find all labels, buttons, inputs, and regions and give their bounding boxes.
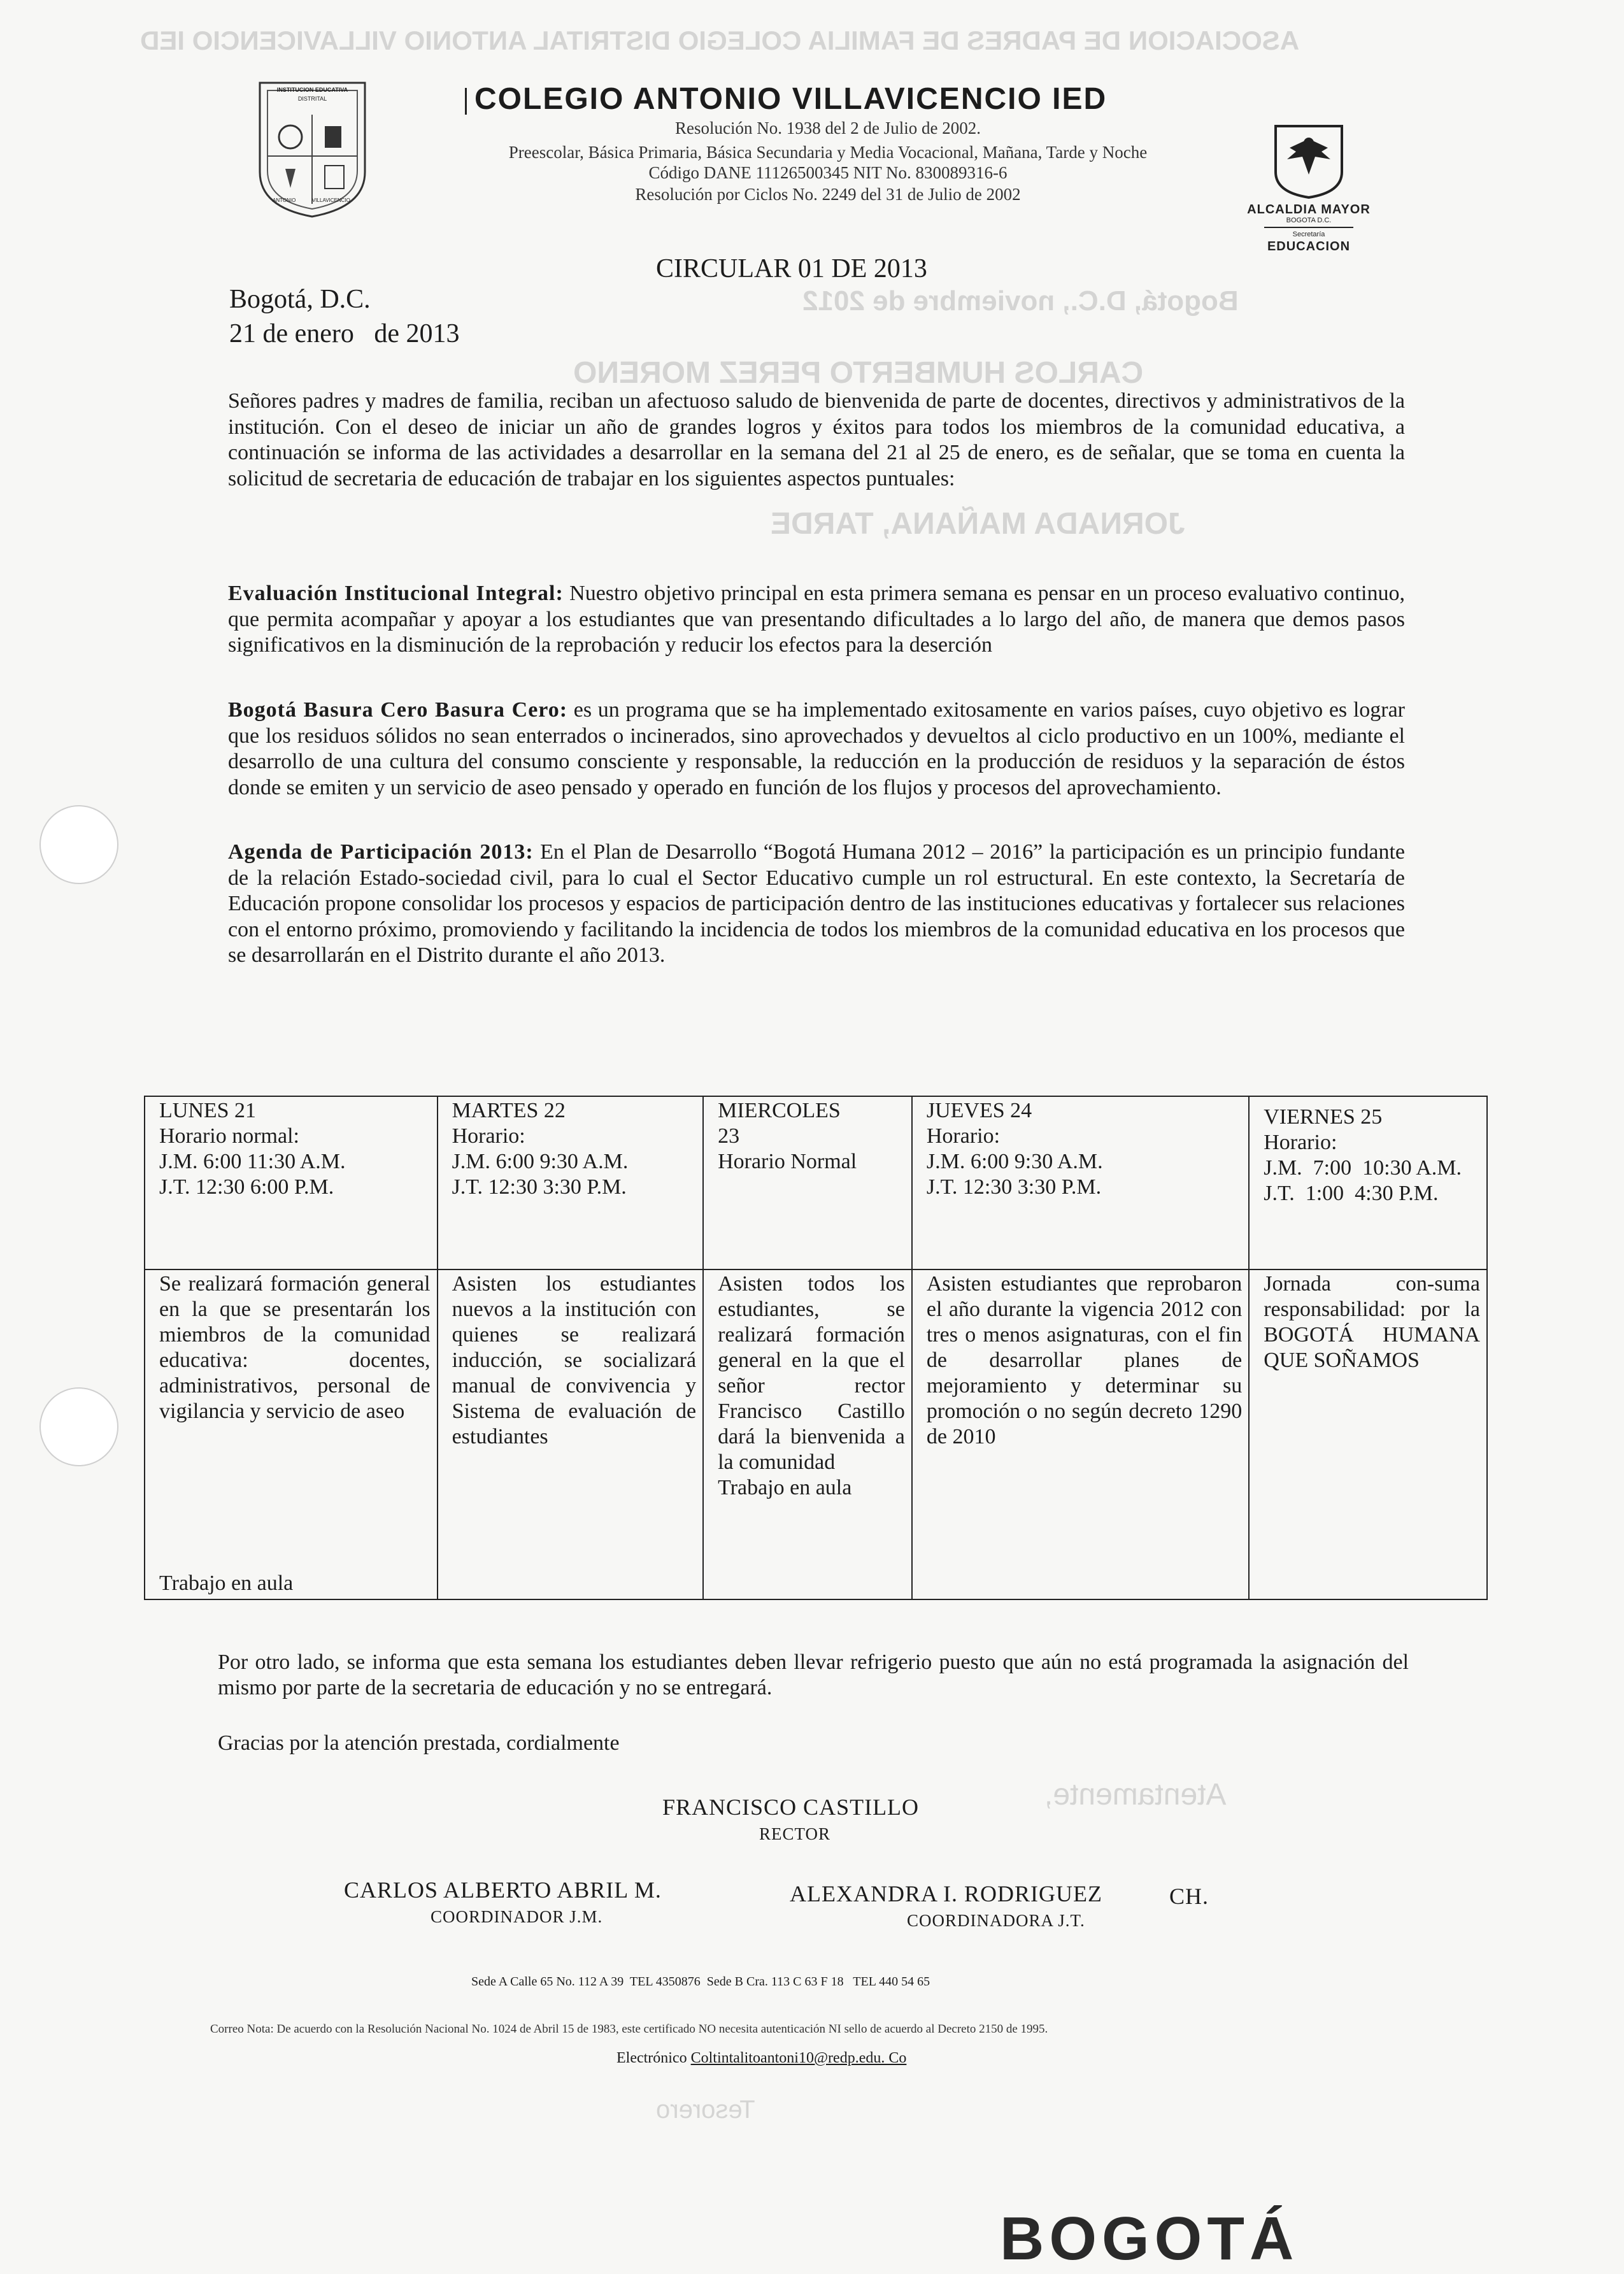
activity-viernes — [1249, 1269, 1487, 1599]
alcaldia-mayor-label: ALCALDIA MAYOR — [1247, 203, 1371, 217]
schedule-jt: J.T. 1:00 4:30 P.M. — [1264, 1182, 1439, 1205]
section-agenda-title: Agenda de Participación 2013: — [228, 840, 534, 864]
schedule-jm: J.M. 7:00 10:30 A.M. — [1264, 1156, 1462, 1180]
activity-text: Se realizará formación general en la que se presentarán los miembros de la comunidad educativa: docentes, administrativos, personal de vigilancia y servicio de aseo — [159, 1272, 431, 1423]
rector-role: RECTOR — [759, 1824, 831, 1843]
circular-title: CIRCULAR 01 DE 2013 — [656, 254, 927, 283]
section-basura-cero-title: Bogotá Basura Cero Basura Cero: — [228, 698, 568, 722]
email-label: Electrónico — [616, 2050, 687, 2066]
activity-text: Jornada con-suma responsabilidad: por la BOGOTÁ HUMANA QUE SOÑAMOS — [1264, 1272, 1480, 1372]
section-evaluacion — [228, 581, 1405, 659]
rector-name: FRANCISCO CASTILLO — [662, 1794, 920, 1820]
activity-extra: Trabajo en aula — [159, 1571, 294, 1595]
crest-text-top: INSTITUCION EDUCATIVA — [276, 87, 348, 93]
schedule-activity-row — [145, 1269, 1487, 1599]
day-number: 23 — [718, 1124, 740, 1148]
crest-text-bottom-right: VILLAVICENCIO — [312, 197, 350, 203]
activity-text: Asisten estudiantes que reprobaron el año durante la vigencia 2012 con tres o menos asignaturas, con el fin de desarrollar planes de mejoramiento y determinar su promoción o no según decreto 1290 de 2010 — [926, 1272, 1243, 1448]
section-evaluacion-text: Nuestro objetivo principal en esta primera semana es pensar en un proceso evaluativo continuo, que permita acompañar y apoyar a los estudiantes que van presentando dificultades a lo largo del año, de manera que demos pasos significativos en la disminución de la reprobación y reducir los efectos para la deserción — [228, 582, 1405, 657]
activity-text: Asisten los estudiantes nuevos a la institución con quienes se realizará inducción, se socializará manual de convivencia y Sistema de evaluación de estudiantes — [452, 1272, 697, 1448]
bleed-through-date: Bogotá, D.C., noviembre de 2012 — [802, 285, 1239, 317]
coordinator-jt-suffix: CH. — [1169, 1884, 1209, 1909]
sede-address: Sede A Calle 65 No. 112 A 39 TEL 4350876 Sede B Cra. 113 C 63 F 18 TEL 440 54 65 — [471, 1975, 930, 1989]
bleed-through-tesorero: Tesorero — [656, 2096, 755, 2124]
day-label: VIERNES 25 — [1264, 1105, 1383, 1129]
bleed-through-jornada: JORNADA MAÑANA, TARDE — [771, 507, 1185, 541]
secretaria-label: Secretaría — [1292, 231, 1325, 238]
educacion-label: EDUCACION — [1267, 240, 1351, 254]
day-label: MARTES 22 — [452, 1099, 566, 1122]
bogota-coat-of-arms-icon — [1271, 121, 1347, 201]
schedule-label: Horario: — [1264, 1131, 1337, 1154]
crest-text-sub: DISTRITAL — [297, 96, 327, 102]
schedule-jm: J.M. 6:00 9:30 A.M. — [926, 1150, 1103, 1173]
schedule-header-miercoles — [703, 1096, 912, 1269]
section-basura-cero-text: es un programa que se ha implementado exitosamente en varios países, cuyo objetivo es lograr que los residuos sólidos no sean enterrados o incinerados, sino aprovechados y devueltos al ciclo productivo en un 100%, mediante el desarrollo de una cultura del consumo consciente y responsable, la reducción en la producción de residuos y la separación de éstos donde se emiten y un servicio de aseo pensado y operado en función de los flujos y procesos del aprovechamiento. — [228, 698, 1406, 799]
footer-note: Correo Nota: De acuerdo con la Resolución Nacional No. 1024 de Abril 15 de 1983, este certificado NO necesita autenticación NI sello de acuerdo al Decreto 2150 de 1995. — [210, 2022, 1048, 2036]
date: 21 de enero de 2013 — [229, 319, 460, 348]
school-name: COLEGIO ANTONIO VILLAVICENCIO IED — [474, 82, 1108, 116]
schedule-jt: J.T. 12:30 3:30 P.M. — [926, 1175, 1102, 1199]
header-resolution-ciclos: Resolución por Ciclos No. 2249 del 31 de Julio de 2002 — [635, 185, 1021, 204]
schedule-header-row — [145, 1096, 1487, 1269]
intro-paragraph: Señores padres y madres de familia, reciban un afectuoso saludo de bienvenida de parte de docentes, directivos y administrativos de la institución. Con el deseo de iniciar un año de grandes logros y éxitos para todos los miembros de la comunidad educativa, a continuación se informa de las actividades a desarrollar en la semana del 21 al 25 de enero, es de señalar, que se toma en cuenta la solicitud de secretaria de educación de trabajar en los siguientes aspectos puntuales: — [228, 389, 1405, 490]
header-divider-bar — [465, 88, 467, 115]
section-agenda — [228, 840, 1405, 969]
coordinator-jt-name: ALEXANDRA I. RODRIGUEZ — [790, 1881, 1102, 1906]
weekly-schedule-table — [144, 1096, 1488, 1600]
binder-hole-top — [39, 805, 118, 884]
schedule-header-viernes — [1249, 1096, 1487, 1269]
activity-lunes — [145, 1269, 438, 1599]
binder-hole-bottom — [39, 1387, 118, 1466]
school-crest-logo — [253, 76, 371, 220]
activity-extra: Trabajo en aula — [718, 1476, 852, 1499]
schedule-jm: J.M. 6:00 11:30 A.M. — [159, 1150, 346, 1173]
coordinator-jm-role: COORDINADOR J.M. — [431, 1907, 603, 1926]
schedule-jt: J.T. 12:30 6:00 P.M. — [159, 1175, 334, 1199]
section-basura-cero — [228, 697, 1405, 801]
activity-miercoles — [703, 1269, 912, 1599]
email-address[interactable]: Coltintalitoantoni10@redp.edu. Co — [690, 2050, 907, 2066]
coordinator-jm-name: CARLOS ALBERTO ABRIL M. — [344, 1877, 662, 1903]
activity-jueves — [912, 1269, 1249, 1599]
schedule-label: Horario Normal — [718, 1150, 857, 1173]
alcaldia-bogota-label: BOGOTA D.C. — [1286, 217, 1332, 224]
section-agenda-text: En el Plan de Desarrollo “Bogotá Humana 2012 – 2016” la participación es un principio fundante de la relación Estado-sociedad civil, para lo cual el Sector Educativo cumple un rol estructural. En este contexto, la Secretaría de Educación propone consolidar los procesos y espacios de participación dentro de las instituciones educativas y fortalecer sus relaciones con el entorno próximo, promoviendo y facilitando la incidencia de todos los miembros de la comunidad educativa en los procesos que se desarrollarán en el Distrito durante el año 2013. — [228, 840, 1405, 967]
schedule-label: Horario: — [452, 1124, 525, 1148]
city: Bogotá, D.C. — [229, 285, 371, 314]
section-evaluacion-title: Evaluación Institucional Integral: — [228, 582, 564, 605]
bleed-through-header: ASOCIACION DE PADRES DE FAMILIA COLEGIO DISTRITAL ANTONIO VILLAVICENCIO IED — [140, 25, 1300, 55]
refrigerio-note: Por otro lado, se informa que esta semana los estudiantes deben llevar refrigerio puesto que aún no está programada la asignación del mismo por parte de la secretaria de educación y no se entregará. — [218, 1650, 1409, 1699]
coordinator-jt-role: COORDINADORA J.T. — [907, 1911, 1085, 1930]
bleed-through-name: CARLOS HUMBERTO PEREZ MORENO — [573, 356, 1144, 390]
day-label: LUNES 21 — [159, 1099, 257, 1122]
bogota-stamp: BOGOTÁ — [1000, 2205, 1299, 2273]
alcaldia-underline — [1264, 227, 1353, 228]
schedule-jm: J.M. 6:00 9:30 A.M. — [452, 1150, 629, 1173]
activity-martes — [438, 1269, 704, 1599]
email-line — [616, 2050, 906, 2067]
schedule-header-lunes — [145, 1096, 438, 1269]
bleed-through-atentamente: Atentamente, — [1044, 1778, 1227, 1812]
schedule-label: Horario: — [926, 1124, 1001, 1148]
day-label: MIERCOLES — [718, 1099, 841, 1122]
thanks-line: Gracias por la atención prestada, cordialmente — [218, 1731, 620, 1755]
schedule-label: Horario normal: — [159, 1124, 299, 1148]
activity-text: Asisten todos los estudiantes, se realizará formación general en la que el señor rector Francisco Castillo dará la bienvenida a la comunidad — [718, 1272, 905, 1474]
day-label: JUEVES 24 — [926, 1099, 1032, 1122]
header-dane-nit: Código DANE 11126500345 NIT No. 830089316-6 — [648, 163, 1008, 182]
schedule-header-martes — [438, 1096, 704, 1269]
schedule-header-jueves — [912, 1096, 1249, 1269]
header-resolution: Resolución No. 1938 del 2 de Julio de 2002. — [675, 118, 981, 138]
crest-text-bottom-left: ANTONIO — [273, 197, 296, 203]
schedule-jt: J.T. 12:30 3:30 P.M. — [452, 1175, 627, 1199]
header-levels: Preescolar, Básica Primaria, Básica Secundaria y Media Vocacional, Mañana, Tarde y Noche — [508, 143, 1148, 162]
